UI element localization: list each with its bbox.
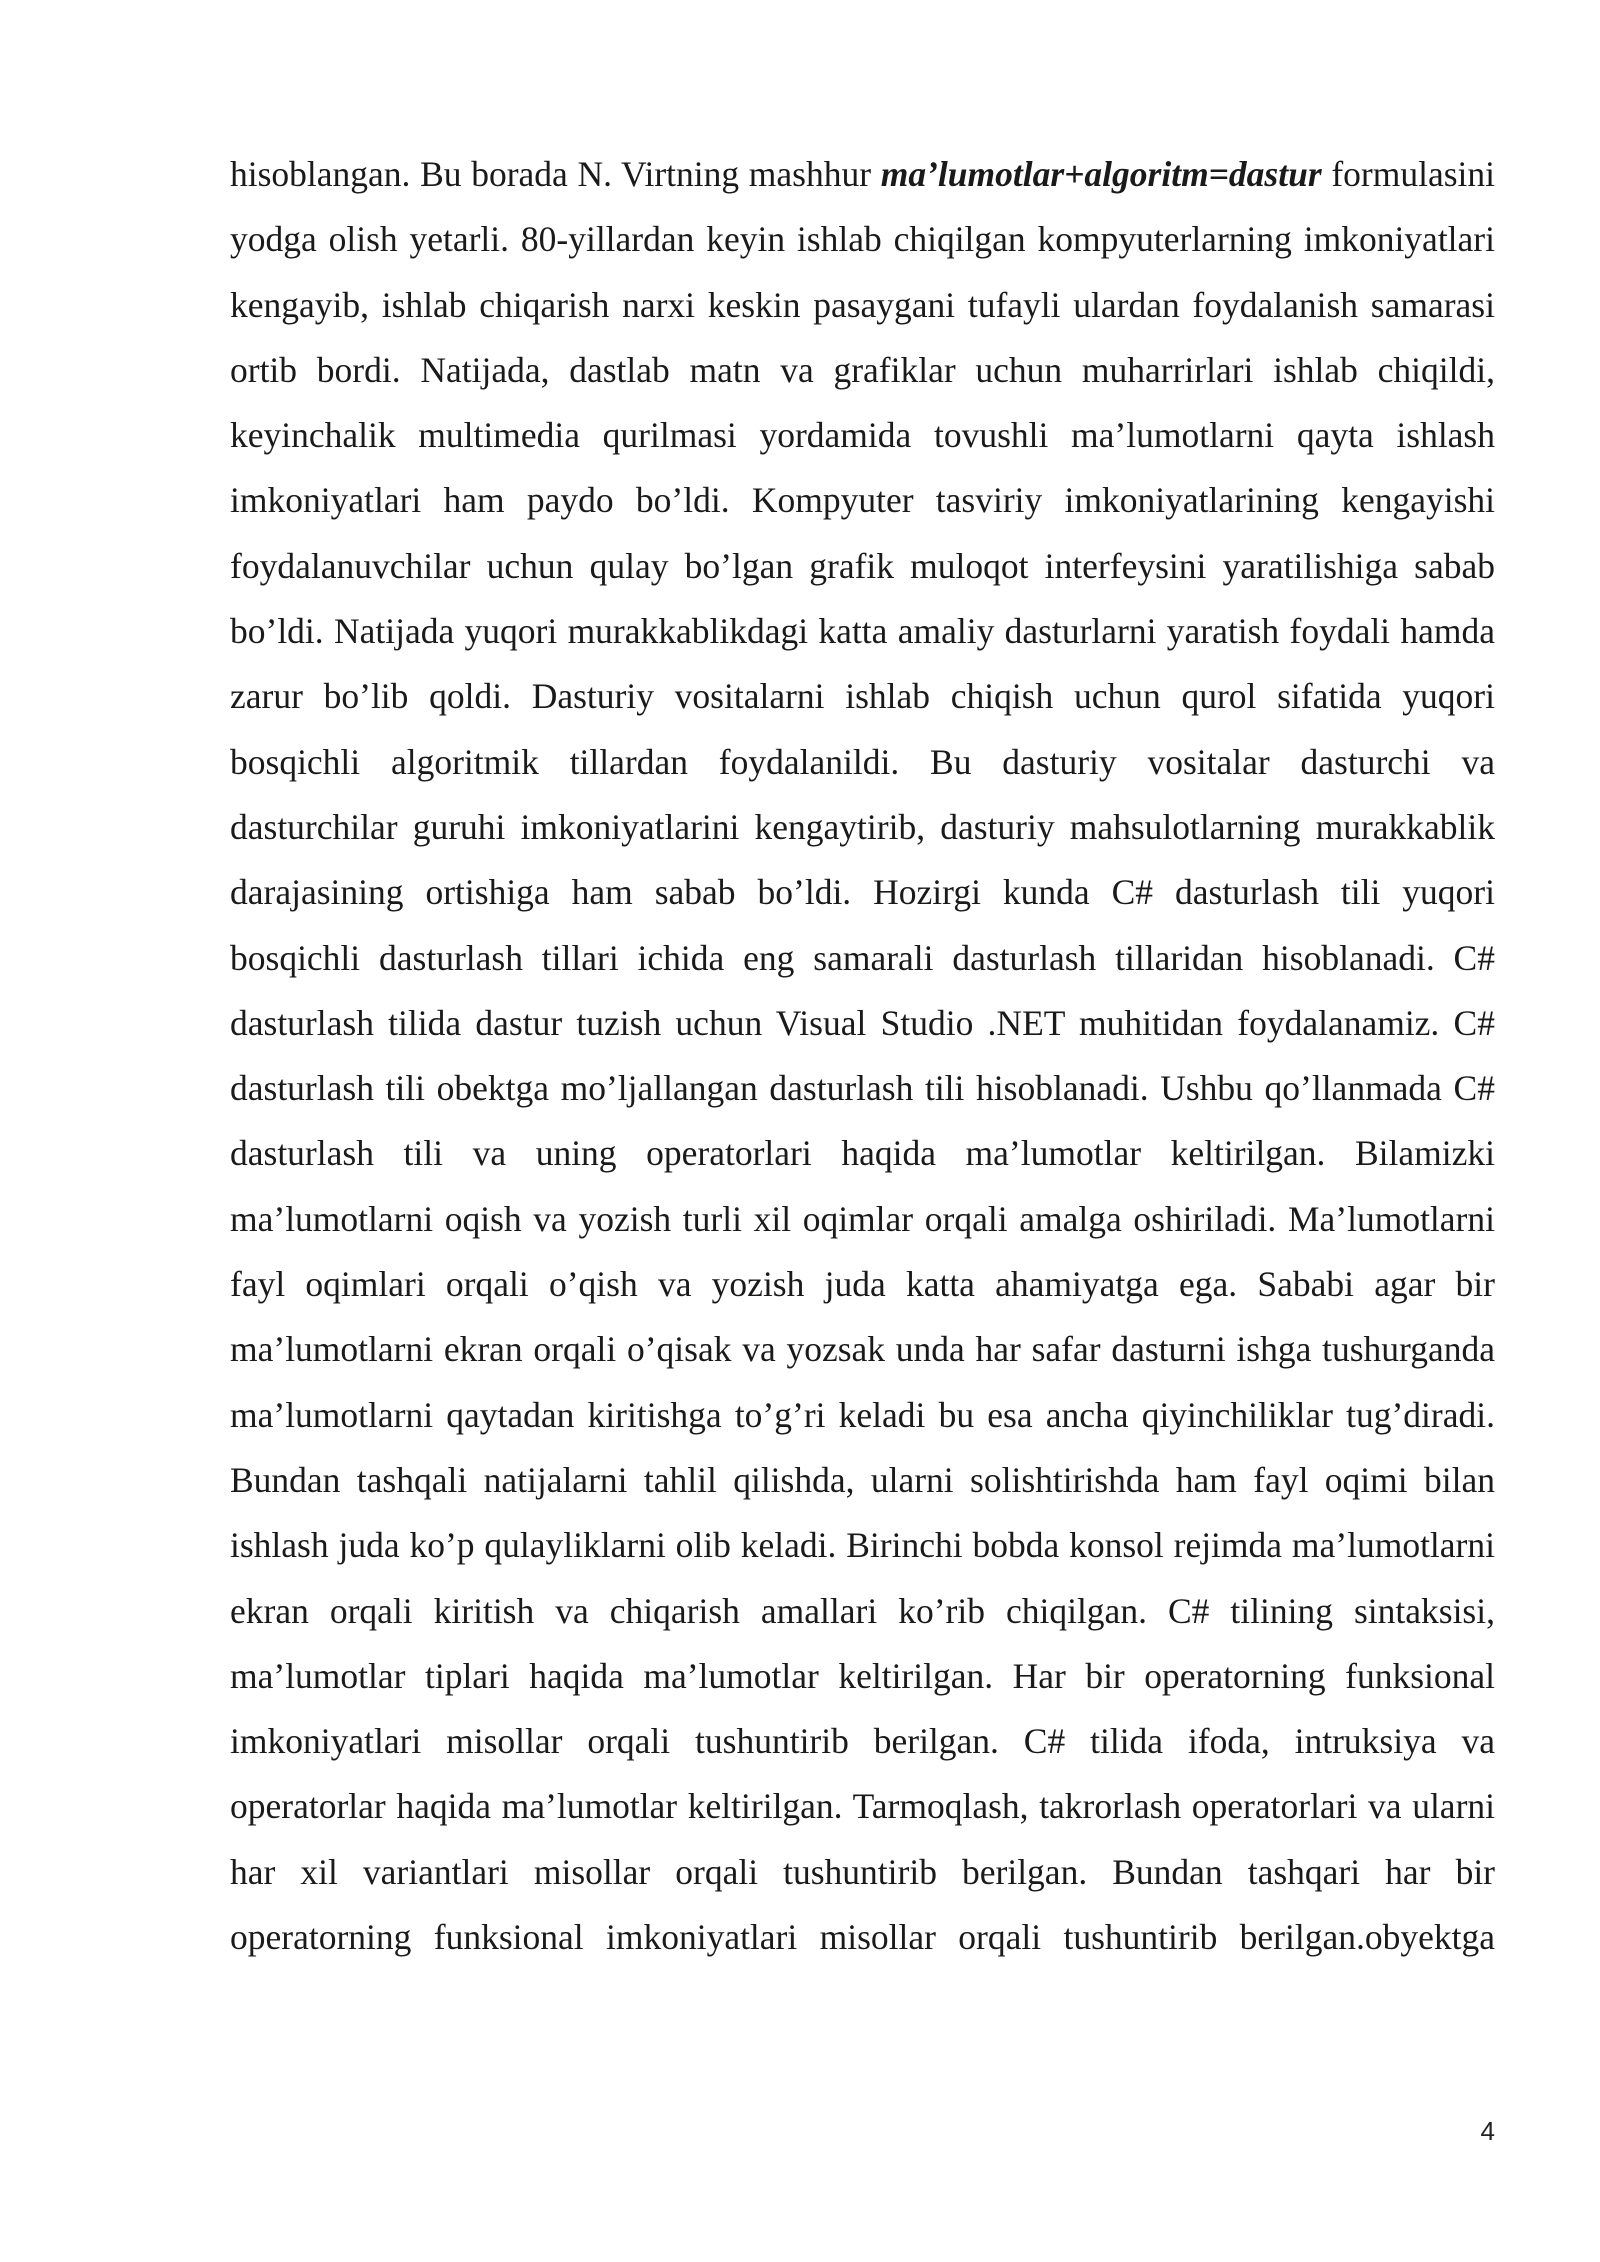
formula-emphasis: ma’lumotlar+algoritm=dastur — [880, 154, 1322, 194]
body-paragraph — [230, 142, 1495, 1970]
paragraph-text: formulasini yodga olish yetarli. 80-yillardan keyin ishlab chiqilgan kompyuterlarning imkoniyatlari kengayib, ishlab chiqarish narxi keskin pasaygani tufayli ulardan foydalanish samarasi ortib bordi. Natijada, dastlab matn va grafiklar uchun muharrirlari ishlab chiqildi, keyinchalik multimedia qurilmasi yordamida tovushli ma’lumotlarni qayta ishlash imkoniyatlari ham paydo bo’ldi. Kompyuter tasviriy imkoniyatlarining kengayishi foydalanuvchilar uchun qulay bo’lgan grafik muloqot interfeysini yaratilishiga sabab bo’ldi. Natijada yuqori murakkablikdagi katta amaliy dasturlarni yaratish foydali hamda zarur bo’lib qoldi. Dasturiy vositalarni ishlab chiqish uchun qurol sifatida yuqori bosqichli algoritmik tillardan foydalanildi. Bu dasturiy vositalar dasturchi va dasturchilar guruhi imkoniyatlarini kengaytirib, dasturiy mahsulotlarning murakkablik darajasining ortishiga ham sabab bo’ldi. Hozirgi kunda C# dasturlash tili yuqori bosqichli dasturlash tillari ichida eng samarali dasturlash tillaridan hisoblanadi. C# dasturlash tilida dastur tuzish uchun Visual Studio .NET muhitidan foydalanamiz. C# dasturlash tili obektga mo’ljallangan dasturlash tili hisoblanadi. Ushbu qo’llanmada C# dasturlash tili va uning operatorlari haqida ma’lumotlar keltirilgan. Bilamizki ma’lumotlarni oqish va yozish turli xil oqimlar orqali amalga oshiriladi. Ma’lumotlarni fayl oqimlari orqali o’qish va yozish juda katta ahamiyatga ega. Sababi agar bir ma’lumotlarni ekran orqali o’qisak va yozsak unda har safar dasturni ishga tushurganda ma’lumotlarni qaytadan kiritishga to’g’ri keladi bu esa ancha qiyinchiliklar tug’diradi. Bundan tashqali natijalarni tahlil qilishda, ularni solishtirishda ham fayl oqimi bilan ishlash juda ko’p qulayliklarni olib keladi. Birinchi bobda konsol rejimda ma’lumotlarni ekran orqali kiritish va chiqarish amallari ko’rib chiqilgan. C# tilining sintaksisi, ma’lumotlar tiplari haqida ma’lumotlar keltirilgan. Har bir operatorning funksional imkoniyatlari misollar orqali tushuntirib berilgan. C# tilida ifoda, intruksiya va operatorlar haqida ma’lumotlar keltirilgan. Tarmoqlash, takrorlash operatorlari va ularni har xil variantlari misollar orqali tushuntirib berilgan. Bundan tashqari har bir operatorning funksional imkoniyatlari misollar orqali tushuntirib berilgan.obyektga — [230, 154, 1495, 1958]
intro-text: hisoblangan. Bu borada N. Virtning mashhur — [230, 154, 881, 194]
page-number: 4 — [1480, 2116, 1495, 2146]
